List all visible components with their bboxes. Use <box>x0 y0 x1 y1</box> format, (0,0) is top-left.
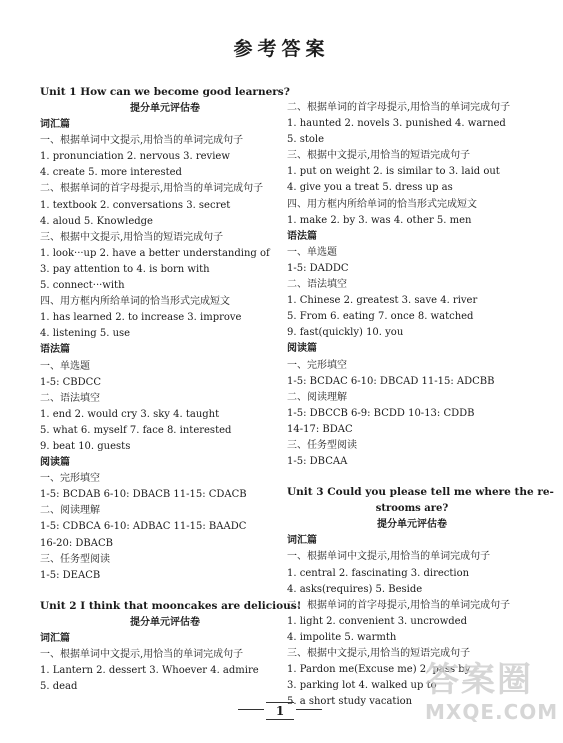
answer-line: 四、用方框内所给单词的恰当形式完成短文 <box>287 198 477 210</box>
unit-subheading: 提分单元评估卷 <box>377 519 447 531</box>
answer-line: 1-5: BCDAC 6-10: DBCAD 11-15: ADCBB <box>287 375 495 387</box>
answer-line: 1. end 2. would cry 3. sky 4. taught <box>40 408 220 420</box>
section-heading: 词汇篇 <box>287 535 317 547</box>
section-heading: 阅读篇 <box>40 457 70 469</box>
answer-line: 二、根据单词的首字母提示,用恰当的单词完成句子 <box>287 102 511 113</box>
answer-line: 1-5: CDBCA 6-10: ADBAC 11-15: BAADC <box>40 521 247 533</box>
answer-line: 3. parking lot 4. walked up to <box>287 680 437 692</box>
answer-line: 四、用方框内所给单词的恰当形式完成短文 <box>40 296 230 308</box>
answer-line: 1. light 2. convenient 3. uncrowded <box>287 615 467 627</box>
answer-line: 4. give you a treat 5. dress up as <box>287 182 453 194</box>
spacer <box>287 470 537 484</box>
answer-line: 4. aloud 5. Knowledge <box>40 215 153 227</box>
answer-line: 1. Pardon me(Excuse me) 2. pass by <box>287 664 471 676</box>
answer-line: 1-5: CBDCC <box>40 376 101 388</box>
watermark-logo <box>425 660 559 738</box>
unit-heading: Unit 3 Could you please tell me where the re- <box>287 486 554 499</box>
section-heading: 词汇篇 <box>40 119 70 131</box>
answer-line: 1. haunted 2. novels 3. punished 4. warned <box>287 118 506 130</box>
answer-line: 4. asks(requires) 5. Beside <box>287 583 423 595</box>
answer-line: 一、单选题 <box>40 360 90 372</box>
unit-heading: Unit 1 How can we become good learners? <box>40 86 290 98</box>
answer-line: 一、根据单词中文提示,用恰当的单词完成句子 <box>287 551 491 563</box>
answer-line: 一、根据单词中文提示,用恰当的单词完成句子 <box>40 649 244 660</box>
answer-line: 二、阅读理解 <box>287 391 347 403</box>
answer-line: 二、根据单词的首字母提示,用恰当的单词完成句子 <box>287 599 511 611</box>
unit-heading: Unit 2 I think that mooncakes are delicious! <box>40 599 302 612</box>
spacer <box>40 584 290 598</box>
answer-line: 5. what 6. myself 7. face 8. interested <box>40 424 232 436</box>
answer-line: 1-5: DBCCB 6-9: BCDD 10-13: CDDB <box>287 407 475 419</box>
answer-line: 1. put on weight 2. is similar to 3. laid out <box>287 166 500 178</box>
answer-line: 5. dead <box>40 681 78 693</box>
answer-line: 1. look···up 2. have a better understanding of <box>40 247 270 259</box>
answer-line: 9. beat 10. guests <box>40 440 131 452</box>
answer-line: 1. pronunciation 2. nervous 3. review <box>40 151 230 163</box>
answer-line: 三、根据中文提示,用恰当的短语完成句子 <box>287 648 471 659</box>
unit-subheading: 提分单元评估卷 <box>130 616 200 628</box>
answer-line: 4. listening 5. use <box>40 328 131 340</box>
watermark-logo-text: 答案圈 <box>425 660 533 700</box>
unit-subheading: strooms are? <box>375 503 449 515</box>
page-number: 1 <box>266 702 294 720</box>
section-heading: 阅读篇 <box>287 343 317 355</box>
answer-line: 5. From 6. eating 7. once 8. watched <box>287 311 474 323</box>
page-title: 参考答案 <box>233 38 330 60</box>
answer-line: 1. make 2. by 3. was 4. other 5. men <box>287 214 472 226</box>
answer-line: 16-20: DBACB <box>40 537 113 549</box>
answer-line: 一、单选题 <box>287 246 337 258</box>
answer-line: 5. a short study vacation <box>287 696 413 708</box>
answer-line: 3. pay attention to 4. is born with <box>40 263 210 275</box>
answer-line: 1. central 2. fascinating 3. direction <box>287 567 470 579</box>
right-column <box>287 100 554 710</box>
answer-line: 1. textbook 2. conversations 3. secret <box>40 199 231 211</box>
answer-line: 1-5: DEACB <box>40 569 101 581</box>
answer-line: 14-17: BDAC <box>287 423 353 435</box>
answer-line: 一、根据单词中文提示,用恰当的单词完成句子 <box>40 135 244 147</box>
watermark-url: MXQE.COM <box>425 700 559 724</box>
answer-line: 5. stole <box>287 134 325 146</box>
answer-line: 1. Lantern 2. dessert 3. Whoever 4. admire <box>40 665 259 677</box>
answer-line: 一、完形填空 <box>287 359 347 371</box>
section-heading: 词汇篇 <box>40 632 70 644</box>
answer-line: 9. fast(quickly) 10. you <box>287 327 404 339</box>
answer-line: 4. impolite 5. warmth <box>287 631 397 643</box>
answer-line: 一、完形填空 <box>40 473 100 485</box>
answer-line: 1-5: DBCAA <box>287 456 348 468</box>
section-heading: 语法篇 <box>287 230 317 242</box>
footer-ornament-left <box>238 709 264 710</box>
answer-line: 4. create 5. more interested <box>40 167 182 179</box>
answer-line: 三、根据中文提示,用恰当的短语完成句子 <box>287 150 471 162</box>
answer-line: 二、语法填空 <box>287 279 347 291</box>
answer-line: 1. Chinese 2. greatest 3. save 4. river <box>287 295 478 307</box>
answer-line: 三、任务型阅读 <box>40 553 110 565</box>
answer-line: 5. connect···with <box>40 280 125 292</box>
answer-line: 二、阅读理解 <box>40 505 100 517</box>
answer-line: 1. has learned 2. to increase 3. improve <box>40 312 242 324</box>
left-column <box>40 84 302 695</box>
answer-line: 三、根据中文提示,用恰当的短语完成句子 <box>40 231 224 243</box>
footer-ornament-right <box>296 709 322 710</box>
section-heading: 语法篇 <box>40 344 70 356</box>
answer-line: 二、根据单词的首字母提示,用恰当的单词完成句子 <box>40 183 264 195</box>
unit-subheading: 提分单元评估卷 <box>130 103 200 114</box>
answer-line: 1-5: DADDC <box>287 262 349 274</box>
answer-line: 1-5: BCDAB 6-10: DBACB 11-15: CDACB <box>40 489 247 501</box>
answer-line: 二、语法填空 <box>40 392 100 404</box>
answer-line: 三、任务型阅读 <box>287 439 357 451</box>
